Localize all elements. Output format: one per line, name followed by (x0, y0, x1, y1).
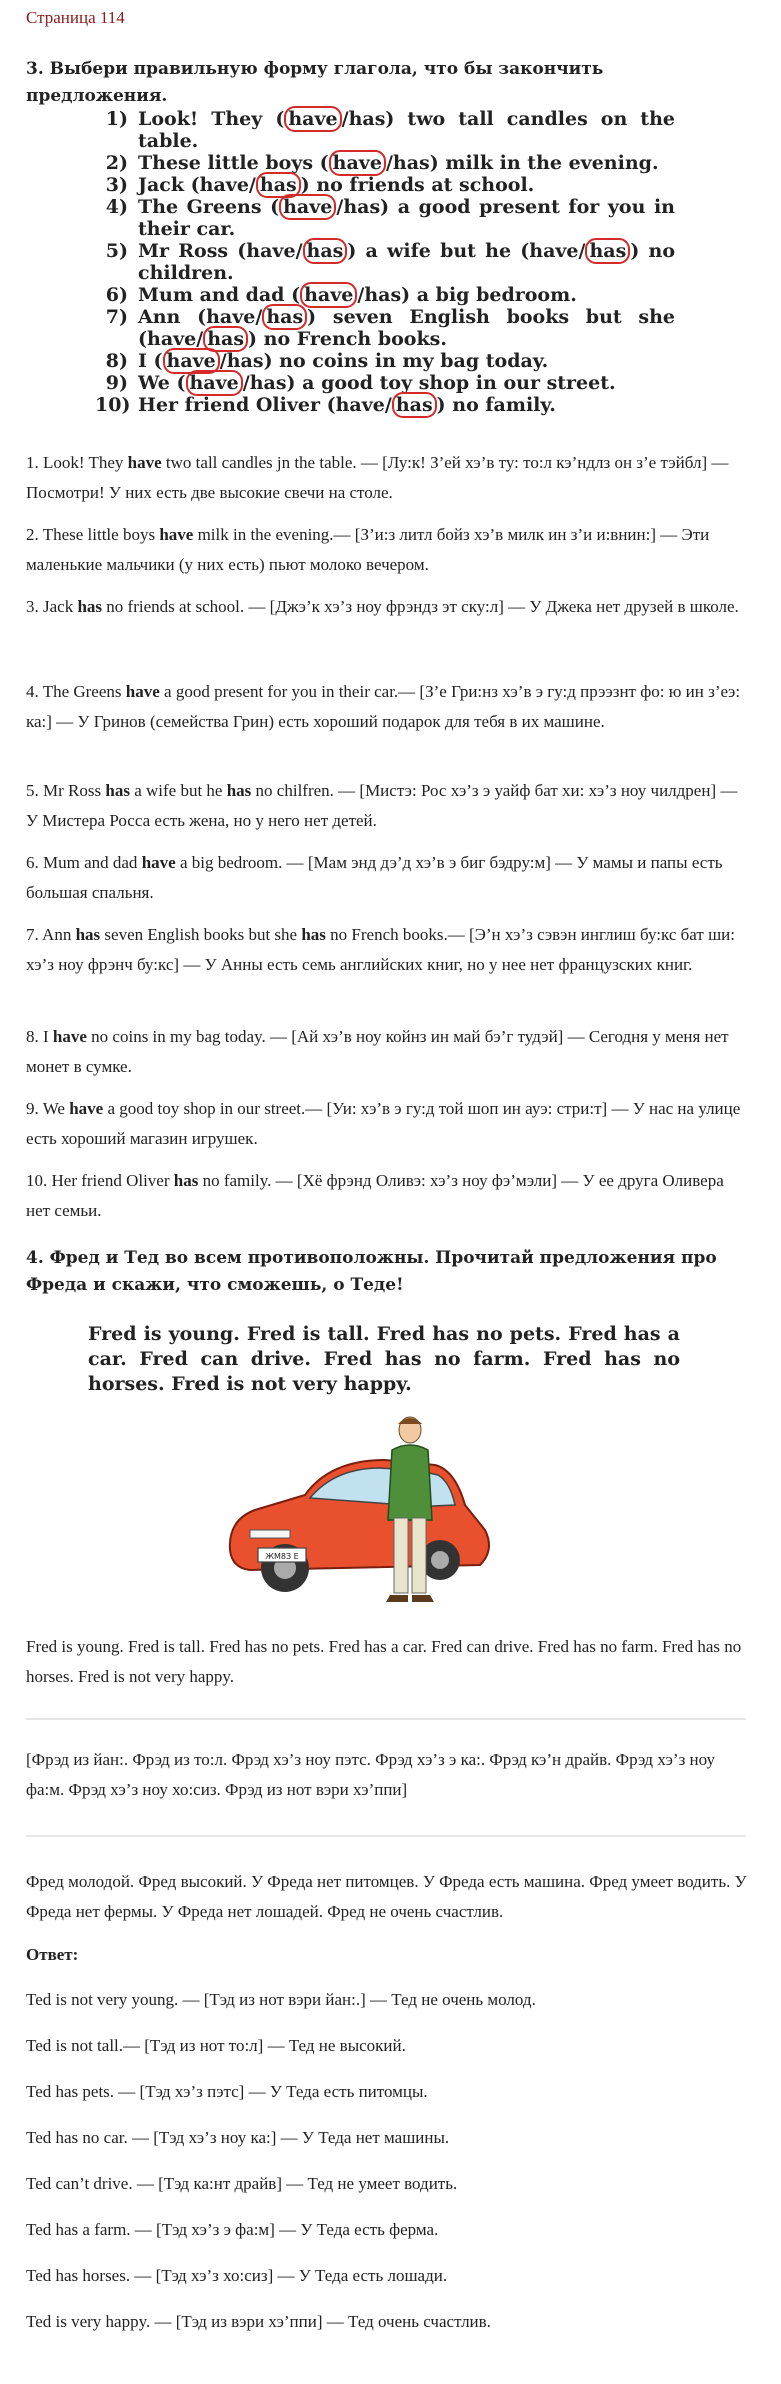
sentence-pre: 6. Mum and dad (26, 853, 142, 872)
option: have (335, 394, 385, 416)
sentence-post: no coins in my bag today. — [Ай хэ’в ноу койнз ин май бэ’г тудэй] — Сегодня у меня нет монет в сумке. (26, 1027, 729, 1076)
verb-bold: has (77, 597, 103, 616)
answer-line: Ted is not tall.— [Тэд из нот то:л] — Тед не высокий. (26, 2036, 406, 2055)
fred-textbook-text: Fred is young. Fred is tall. Fred has no pets. Fred has a car. Fred can drive. Fred has no farm. Fred has no horses. Fred is not very happy. (88, 1323, 680, 1395)
sentence-mid: seven English books but she (100, 925, 302, 944)
verb-bold: have (141, 853, 176, 872)
item-number: 8) (105, 350, 128, 372)
circled-option: have (284, 106, 341, 132)
item-text: Ann (have/ has ) seven English books but she (have/ has ) no French books. (138, 306, 676, 350)
translation-paragraph (26, 848, 750, 908)
option: have (147, 328, 197, 350)
option: has (364, 284, 402, 306)
item-mid: a wife but he (356, 240, 521, 262)
item-number: 10) (95, 394, 131, 416)
option: has (226, 350, 264, 372)
fred-car-illustration (210, 1410, 510, 1610)
exercise-item (95, 350, 675, 372)
item-post: two tall candles on the table. (138, 108, 675, 152)
item-pre: Look! They (138, 108, 276, 130)
exercise-4-heading: 4. Фред и Тед во всем противоположны. Прочитай предложения про Фреда и скажи, что сможешь, о Теде! (26, 1248, 717, 1295)
item-number: 2) (105, 152, 128, 174)
page-title: Страница 114 (26, 8, 125, 27)
item-post: no family. (445, 394, 556, 416)
answer-line: Ted is very happy. — [Тэд из вэри хэ’ппи] — Тед очень счастлив. (26, 2312, 491, 2331)
circled-option: has (303, 238, 348, 264)
item-mid: seven English books but she (316, 306, 676, 328)
sentence-post: milk in the evening.— [З’и:з литл бойз хэ’в милк ин з’и и:внин:] — Эти маленькие мальчики (у них есть) пьют молоко вечером. (26, 525, 710, 574)
item-pre: Her friend Oliver (138, 394, 327, 416)
verb-bold: have (127, 453, 162, 472)
circled-option: has (262, 304, 307, 330)
circled-option: has (256, 172, 301, 198)
sentence-pre: 4. The Greens (26, 682, 126, 701)
item-text: Her friend Oliver (have/ has ) no family. (138, 394, 556, 416)
english-text: Fred is young. Fred is tall. Fred has no pets. Fred has a car. Fred can drive. Fred has no farm. Fred has no horses. Fred is not very happy. (26, 1637, 742, 1686)
sentence-pre: 3. Jack (26, 597, 78, 616)
item-number: 3) (105, 174, 128, 196)
answer-line: Ted has horses. — [Тэд хэ’з хо:сиз] — У Теда есть лошади. (26, 2266, 448, 2285)
sentence-pre: 10. Her friend Oliver (26, 1171, 174, 1190)
verb-bold: has (226, 781, 252, 800)
sentence-post: no friends at school. — [Джэ’к хэ’з ноу фрэндз эт ску:л] — У Джека нет друзей в школе. (102, 597, 739, 616)
item-number: 7) (105, 306, 128, 328)
translation-paragraph (26, 520, 750, 580)
answer-line: Ted has pets. — [Тэд хэ’з пэтс] — У Теда есть питомцы. (26, 2082, 428, 2101)
circled-option: have (279, 194, 336, 220)
translation-paragraph (26, 920, 750, 980)
exercise-3-list (95, 108, 675, 416)
answer-line: Ted is not very young. — [Тэд из нот вэри йан:.] — Тед не очень молод. (26, 1990, 536, 2009)
sentence-pre: 9. We (26, 1099, 70, 1118)
option: have (199, 174, 249, 196)
verb-bold: has (75, 925, 101, 944)
item-pre: Mum and dad (138, 284, 292, 306)
option: has (348, 108, 386, 130)
translation-paragraph (26, 677, 750, 737)
sentence-mid: a wife but he (129, 781, 227, 800)
item-pre: The Greens (138, 196, 271, 218)
item-post: a good present for you in their car. (138, 196, 675, 240)
sentence-post: a good toy shop in our street.— [Уи: хэ’в э гу:д той шоп ин ауэ: стри:т] — У нас на улице есть хороший магазин игрушек. (26, 1099, 741, 1148)
sentence-post: no chilfren. — [Мистэ: Рос хэ’з э уайф бат хи: хэ’з ноу чилдрен] — У Мистера Росса есть жена, но у него нет детей. (26, 781, 738, 830)
item-post: no coins in my bag today. (272, 350, 549, 372)
option: have (206, 306, 256, 328)
car-plate-text: ЖМ8З Е (265, 1552, 299, 1561)
circled-option: have (329, 150, 386, 176)
exercise-item (95, 240, 675, 284)
verb-bold: have (69, 1099, 104, 1118)
item-pre: We (138, 372, 177, 394)
exercise-item (95, 284, 675, 306)
item-post: milk in the evening. (438, 152, 659, 174)
item-text: I ( have /has) no coins in my bag today. (138, 350, 549, 372)
option: have (529, 240, 579, 262)
circled-option: has (203, 326, 248, 352)
item-text: The Greens ( have /has) a good present for you in their car. (138, 196, 675, 240)
item-post: no friends at school. (309, 174, 535, 196)
circled-option: have (163, 348, 220, 374)
russian-text: Фред молодой. Фред высокий. У Фреда нет питомцев. У Фреда есть машина. Фред умеет водить. У Фреда нет фермы. У Фреда нет лошадей. Фред не очень счастлив. (26, 1872, 747, 1921)
item-post: a big bedroom. (410, 284, 577, 306)
verb-bold: has (105, 781, 130, 800)
item-text: These little boys ( have /has) milk in the evening. (138, 152, 659, 174)
exercise-item (95, 152, 675, 174)
exercise-item (95, 196, 675, 240)
sentence-post: no French books.— [Э’н хэ’з сэвэн инглиш бу:кс бат ши: хэ’з ноу фрэнч бу:кс] — У Анны есть семь английских книг, но у нее нет французских книг. (26, 925, 735, 974)
verb-bold: has (301, 925, 326, 944)
exercise-item (95, 306, 675, 350)
sentence-post: a good present for you in their car.— [З’е Гри:нз хэ’в э гу:д прээзнт фо: ю ин з’еэ: ка:] — У Гринов (семейства Грин) есть хороший подарок для тебя в их машине. (26, 682, 741, 731)
translation-paragraph (26, 592, 750, 622)
item-pre: I (138, 350, 154, 372)
answer-line: Ted can’t drive. — [Тэд ка:нт драйв] — Тед не умеет водить. (26, 2174, 458, 2193)
exercise-item (95, 372, 675, 394)
answer-line: Ted has no car. — [Тэд хэ’з ноу ка:] — У Теда нет машины. (26, 2128, 450, 2147)
divider (26, 1835, 746, 1837)
exercise-item (95, 108, 675, 152)
exercise-item (95, 394, 675, 416)
sentence-post: two tall candles jn the table. — [Лу:к! З’ей хэ’в ту: то:л кэ’ндлз он з’е тэйбл] — Посмотри! У них есть две высокие свечи на столе. (26, 453, 729, 502)
item-number: 1) (105, 108, 128, 130)
item-text: Mr Ross (have/ has ) a wife but he (have/ has ) no children. (138, 240, 675, 284)
sentence-pre: 7. Ann (26, 925, 76, 944)
item-pre: Jack (138, 174, 191, 196)
option: has (343, 196, 381, 218)
sentence-post: no family. — [Хё фрэнд Оливэ: хэ’з ноу фэ’мэли] — У ее друга Оливера нет семьи. (26, 1171, 724, 1220)
item-post: a good toy shop in our street. (295, 372, 616, 394)
circled-option: have (186, 370, 243, 396)
circled-option: have (300, 282, 357, 308)
item-number: 6) (105, 284, 128, 306)
item-text: We ( have /has) a good toy shop in our street. (138, 372, 616, 394)
divider (26, 1718, 746, 1720)
translation-paragraph (26, 1022, 750, 1082)
sentence-pre: 5. Mr Ross (26, 781, 106, 800)
answer-line: Ted has a farm. — [Тэд хэ’з э фа:м] — У Теда есть ферма. (26, 2220, 439, 2239)
item-text: Look! They ( have /has) two tall candles on the table. (138, 108, 675, 152)
verb-bold: have (52, 1027, 87, 1046)
translation-paragraph (26, 1094, 750, 1154)
item-post: no children. (138, 240, 675, 284)
item-text: Jack (have/ has ) no friends at school. (138, 174, 535, 196)
sentence-pre: 8. I (26, 1027, 53, 1046)
answer-label: Ответ: (26, 1945, 79, 1964)
item-pre: Ann (138, 306, 198, 328)
sentence-pre: 2. These little boys (26, 525, 160, 544)
verb-bold: has (173, 1171, 199, 1190)
transcription-text: [Фрэд из йан:. Фрэд из то:л. Фрэд хэ’з ноу пэтс. Фрэд хэ’з э ка:. Фрэд кэ’н драйв. Фрэд хэ’з ноу фа:м. Фрэд хэ’з ноу хо:сиз. Фрэд из нот вэри хэ’ппи] (26, 1750, 715, 1799)
translation-paragraph (26, 776, 750, 836)
item-pre: These little boys (138, 152, 320, 174)
translation-paragraph (26, 1166, 750, 1226)
option: has (392, 152, 430, 174)
item-number: 9) (105, 372, 128, 394)
circled-option: has (585, 238, 630, 264)
verb-bold: have (125, 682, 160, 701)
item-number: 4) (105, 196, 128, 218)
sentence-pre: 1. Look! They (26, 453, 128, 472)
exercise-3-heading: 3. Выбери правильную форму глагола, что бы закончить предложения. (26, 59, 604, 106)
item-pre: Mr Ross (138, 240, 238, 262)
translation-paragraph (26, 448, 750, 508)
item-post: no French books. (257, 328, 447, 350)
item-number: 5) (105, 240, 128, 262)
sentence-post: a big bedroom. — [Мам энд дэ’д хэ’в э биг бэдру:м] — У мамы и папы есть большая спальня. (26, 853, 723, 902)
verb-bold: have (159, 525, 194, 544)
item-text: Mum and dad ( have /has) a big bedroom. (138, 284, 577, 306)
circled-option: has (392, 392, 437, 418)
option: have (246, 240, 296, 262)
exercise-item (95, 174, 675, 196)
option: has (249, 372, 287, 394)
